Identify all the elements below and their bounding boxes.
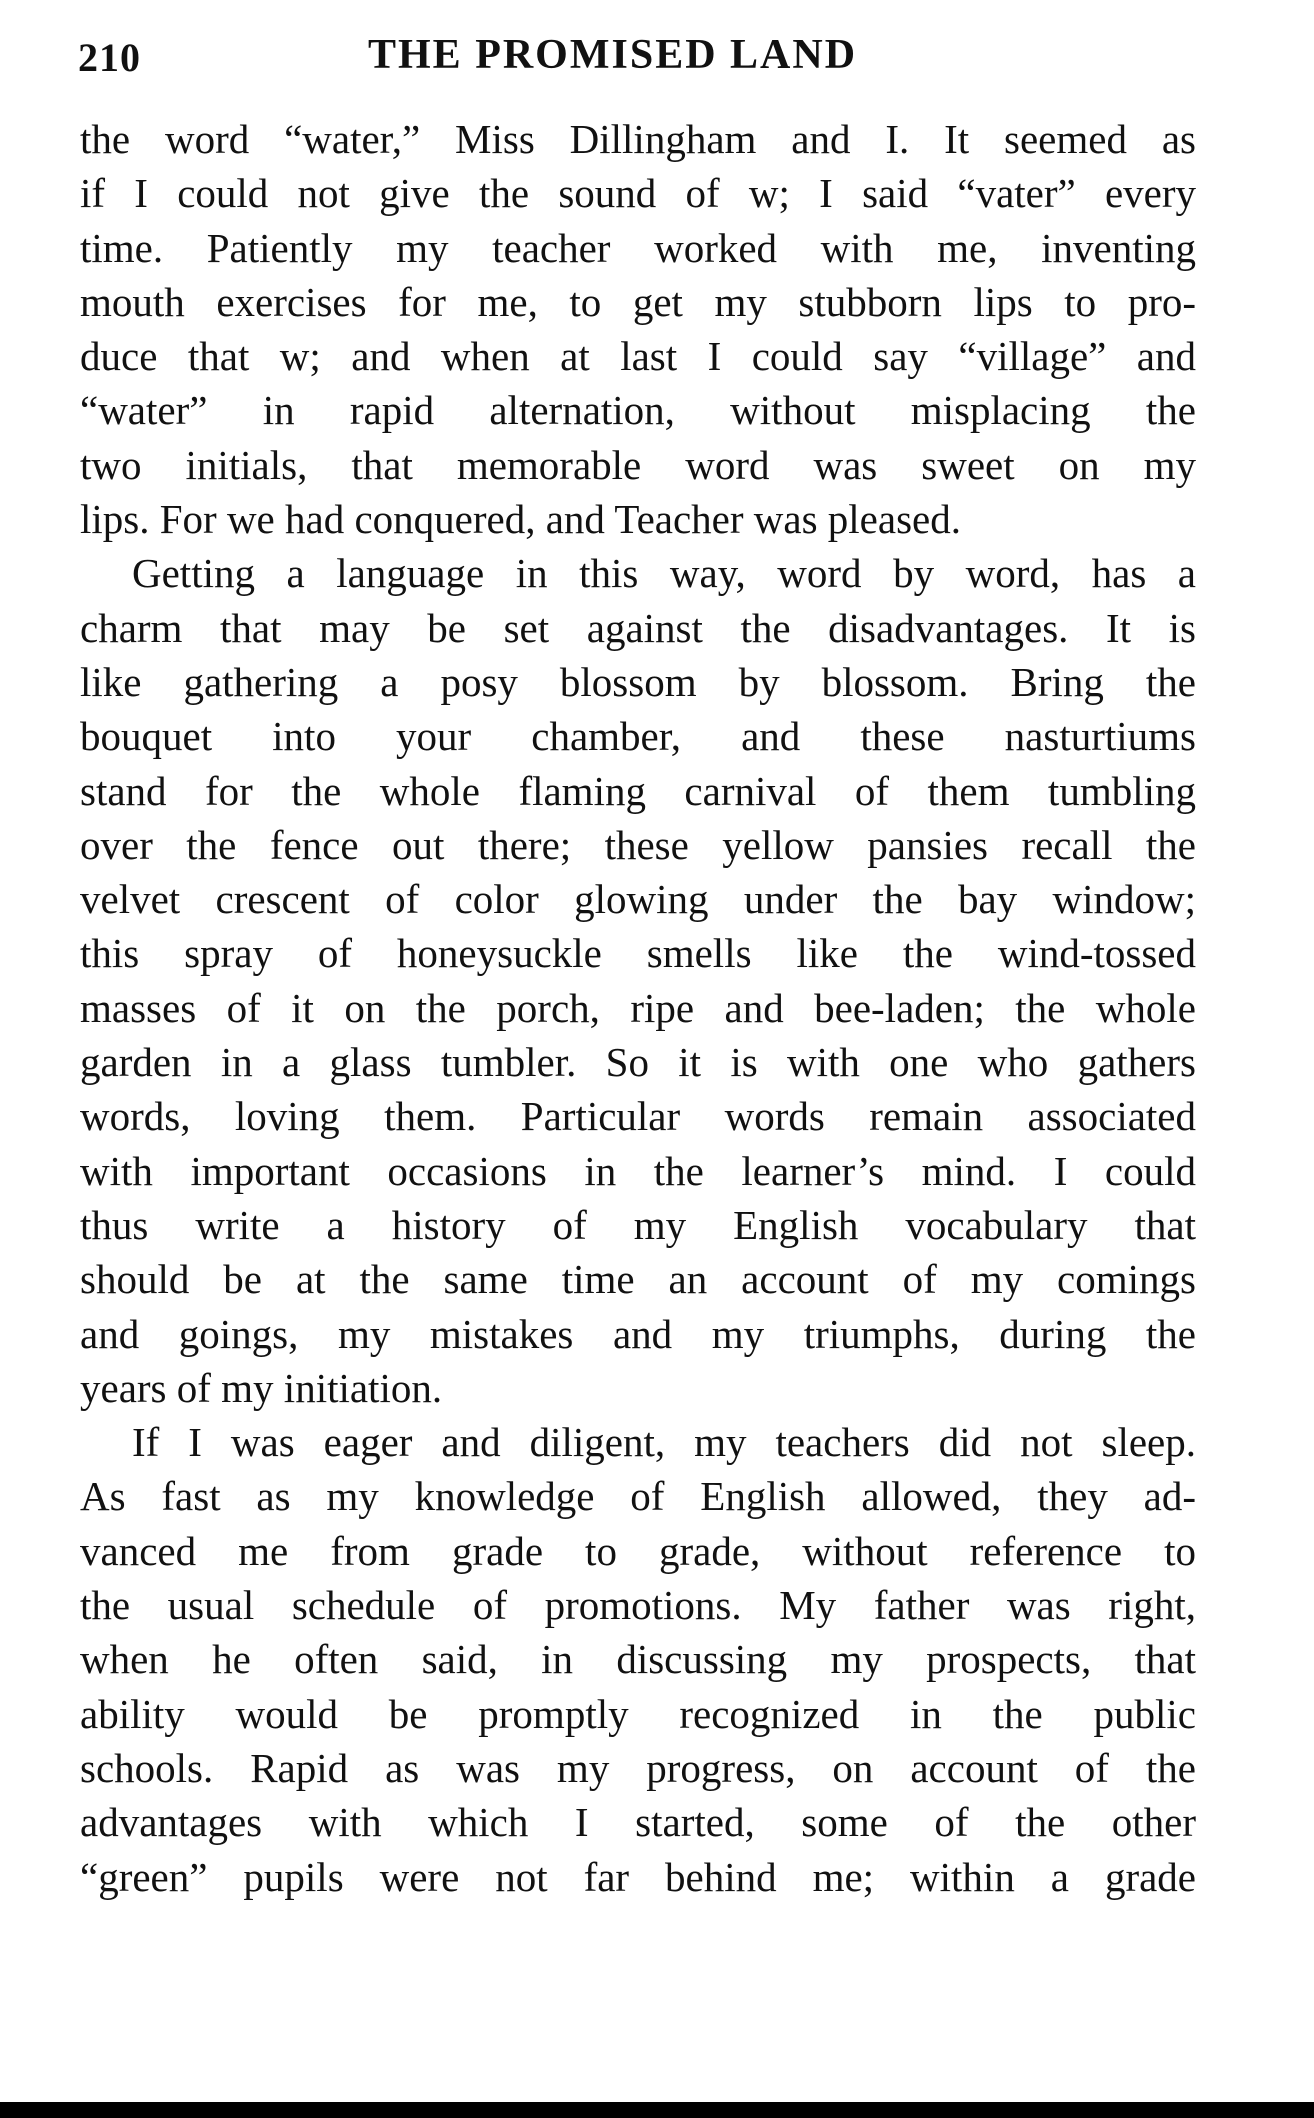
running-head: THE PROMISED LAND <box>368 32 858 78</box>
text-line: lips. For we had conquered, and Teacher was pleased. <box>80 496 961 543</box>
text-line: stand for the whole flaming carnival of them tumbling <box>80 767 1196 814</box>
page-header <box>78 28 1196 88</box>
page-bottom-edge <box>0 2102 1314 2118</box>
text-line: velvet crescent of color glowing under the bay window; <box>80 876 1196 923</box>
text-line: with important occasions in the learner’s mind. I could <box>80 1147 1196 1194</box>
text-line: bouquet into your chamber, and these nasturtiums <box>80 713 1196 760</box>
text-line: this spray of honeysuckle smells like the wind-tossed <box>80 930 1196 977</box>
text-line: ability would be promptly recognized in the public <box>80 1690 1196 1737</box>
text-line: words, loving them. Particular words remain associated <box>80 1093 1196 1140</box>
text-line: mouth exercises for me, to get my stubborn lips to pro- <box>80 278 1196 325</box>
text-line: “green” pupils were not far behind me; within a grade <box>80 1853 1196 1900</box>
text-line: As fast as my knowledge of English allowed, they ad- <box>80 1473 1196 1520</box>
text-line: and goings, my mistakes and my triumphs, during the <box>80 1310 1196 1357</box>
text-line: garden in a glass tumbler. So it is with one who gathers <box>80 1039 1196 1086</box>
text-line: two initials, that memorable word was sweet on my <box>80 441 1196 488</box>
text-line: thus write a history of my English vocabulary that <box>80 1201 1196 1248</box>
text-line: time. Patiently my teacher worked with me, inventing <box>80 224 1196 271</box>
page-number: 210 <box>78 35 141 80</box>
paragraph-first-line: If I was eager and diligent, my teachers did not sleep. <box>132 1419 1196 1466</box>
text-line: the usual schedule of promotions. My father was right, <box>80 1582 1196 1629</box>
text-line: over the fence out there; these yellow pansies recall the <box>80 821 1196 868</box>
text-line: charm that may be set against the disadvantages. It is <box>80 604 1196 651</box>
body-text <box>80 112 1196 1904</box>
text-line: when he often said, in discussing my prospects, that <box>80 1636 1196 1683</box>
text-line: “water” in rapid alternation, without misplacing the <box>80 387 1196 434</box>
text-line: like gathering a posy blossom by blossom. Bring the <box>80 658 1196 705</box>
text-line: if I could not give the sound of w; I said “vater” every <box>80 170 1196 217</box>
paragraph-first-line: Getting a language in this way, word by word, has a <box>132 550 1196 597</box>
text-line: the word “water,” Miss Dillingham and I. It seemed as <box>80 116 1196 162</box>
text-line: masses of it on the porch, ripe and bee-laden; the whole <box>80 984 1196 1031</box>
text-line: advantages with which I started, some of the other <box>80 1799 1196 1846</box>
text-line: should be at the same time an account of my comings <box>80 1256 1196 1303</box>
text-line: duce that w; and when at last I could say “village” and <box>80 333 1196 380</box>
text-line: vanced me from grade to grade, without reference to <box>80 1527 1196 1574</box>
text-line: years of my initiation. <box>80 1364 443 1411</box>
text-line: schools. Rapid as was my progress, on account of the <box>80 1744 1196 1791</box>
